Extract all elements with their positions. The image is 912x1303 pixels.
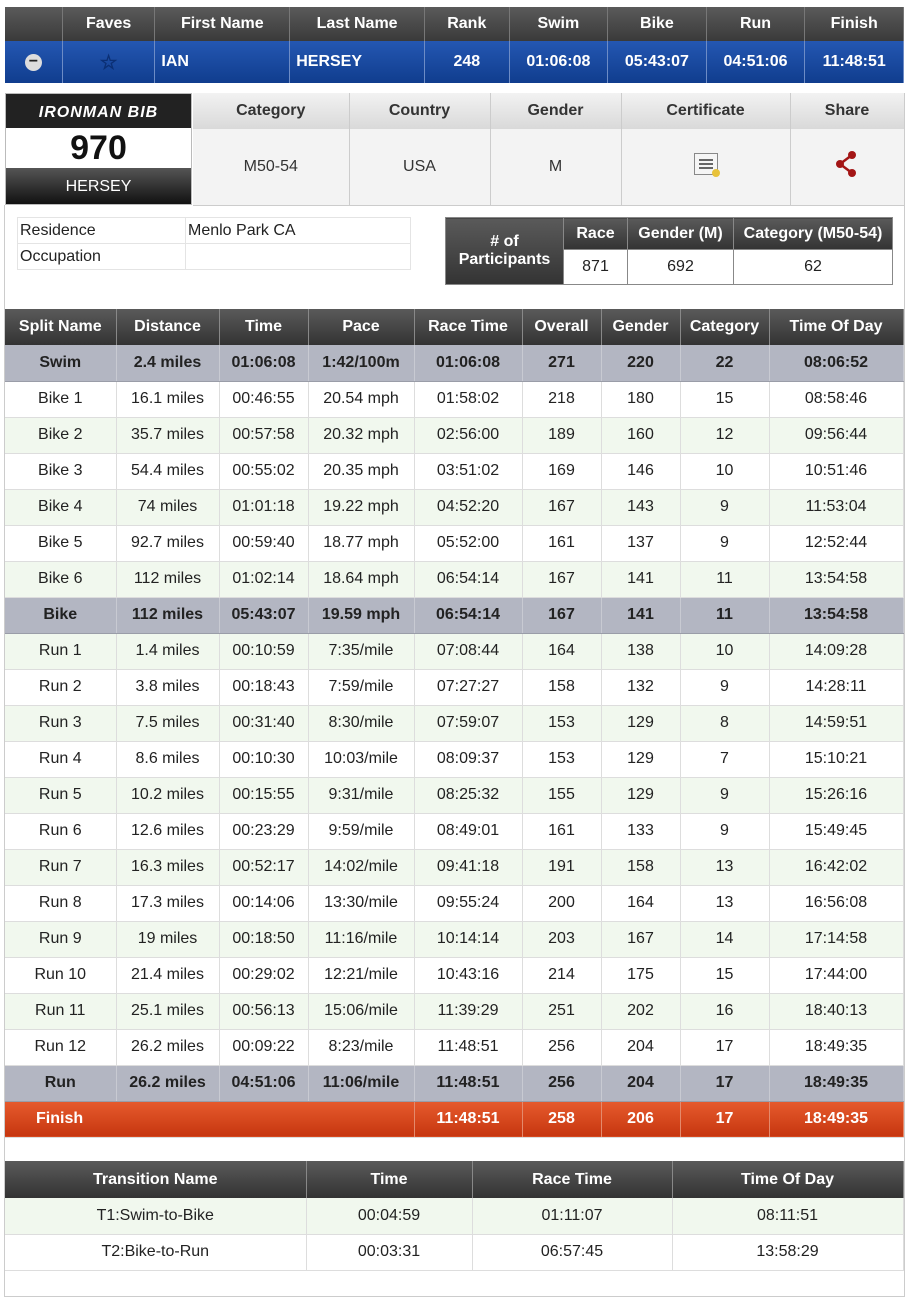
- split-cell: 8.6 miles: [116, 741, 219, 777]
- finish-cell: 11:48:51: [414, 1101, 522, 1137]
- col-header: Rank: [425, 7, 510, 41]
- split-cell: 9:31/mile: [308, 777, 414, 813]
- split-cell: Run 3: [5, 705, 116, 741]
- split-row: [5, 705, 903, 741]
- split-cell: 143: [601, 489, 680, 525]
- certificate-icon[interactable]: [694, 153, 718, 175]
- split-cell: 200: [522, 885, 601, 921]
- gender-participants: 692: [628, 250, 734, 285]
- split-cell: 16.1 miles: [116, 381, 219, 417]
- finish-label: Finish: [5, 1101, 414, 1137]
- split-cell: 08:09:37: [414, 741, 522, 777]
- split-cell: 133: [601, 813, 680, 849]
- col-header: Faves: [62, 7, 155, 41]
- split-cell: 00:10:59: [219, 633, 308, 669]
- split-cell: 167: [522, 561, 601, 597]
- split-cell: 11:16/mile: [308, 921, 414, 957]
- split-cell: 18:49:35: [769, 1029, 903, 1065]
- split-cell: 05:52:00: [414, 525, 522, 561]
- category-value: M50-54: [193, 129, 349, 205]
- split-cell: 17.3 miles: [116, 885, 219, 921]
- split-cell: 10: [680, 633, 769, 669]
- split-cell: 2.4 miles: [116, 345, 219, 381]
- transitions-table: [5, 1161, 904, 1271]
- transition-row: [5, 1234, 903, 1270]
- split-cell: Bike: [5, 597, 116, 633]
- split-cell: 54.4 miles: [116, 453, 219, 489]
- split-cell: 15:10:21: [769, 741, 903, 777]
- split-cell: 21.4 miles: [116, 957, 219, 993]
- split-cell: 11:39:29: [414, 993, 522, 1029]
- split-cell: 01:06:08: [414, 345, 522, 381]
- split-cell: 12:21/mile: [308, 957, 414, 993]
- col-header: Category: [680, 309, 769, 345]
- split-cell: 11:06/mile: [308, 1065, 414, 1101]
- col-header: Category (M50-54): [734, 218, 893, 250]
- split-cell: 15: [680, 381, 769, 417]
- split-cell: 20.54 mph: [308, 381, 414, 417]
- split-cell: 15: [680, 957, 769, 993]
- split-row: [5, 381, 903, 417]
- split-row: [5, 849, 903, 885]
- bib-number: 970: [6, 128, 191, 168]
- split-cell: 20.35 mph: [308, 453, 414, 489]
- finish-time: 11:48:51: [805, 41, 904, 83]
- split-cell: 02:56:00: [414, 417, 522, 453]
- col-header: Finish: [805, 7, 904, 41]
- transitions-header-row: [5, 1161, 903, 1198]
- split-cell: 3.8 miles: [116, 669, 219, 705]
- split-cell: 09:55:24: [414, 885, 522, 921]
- split-cell: Run 8: [5, 885, 116, 921]
- split-cell: 00:52:17: [219, 849, 308, 885]
- split-cell: 11:48:51: [414, 1065, 522, 1101]
- split-cell: 11: [680, 561, 769, 597]
- split-cell: 1:42/100m: [308, 345, 414, 381]
- col-header: Gender: [601, 309, 680, 345]
- split-row: [5, 957, 903, 993]
- split-summary-row: [5, 345, 903, 381]
- split-cell: 06:54:14: [414, 597, 522, 633]
- split-cell: 08:49:01: [414, 813, 522, 849]
- col-header: Time: [219, 309, 308, 345]
- split-cell: 158: [601, 849, 680, 885]
- split-row: [5, 525, 903, 561]
- split-row: [5, 561, 903, 597]
- split-cell: 167: [522, 489, 601, 525]
- split-cell: 7: [680, 741, 769, 777]
- col-header: Overall: [522, 309, 601, 345]
- split-cell: 07:08:44: [414, 633, 522, 669]
- transition-cell: 13:58:29: [672, 1234, 903, 1270]
- transition-cell: 00:03:31: [306, 1234, 472, 1270]
- rank: 248: [425, 41, 510, 83]
- share-icon[interactable]: [832, 149, 862, 179]
- split-cell: 7.5 miles: [116, 705, 219, 741]
- split-cell: 10:51:46: [769, 453, 903, 489]
- athlete-header-columns: [5, 7, 904, 41]
- col-header: Gender (M): [628, 218, 734, 250]
- split-cell: 191: [522, 849, 601, 885]
- split-cell: 19.22 mph: [308, 489, 414, 525]
- col-header: Share: [790, 93, 904, 129]
- split-cell: 9: [680, 777, 769, 813]
- split-cell: 167: [522, 597, 601, 633]
- bib-card: [5, 93, 192, 205]
- split-cell: 153: [522, 741, 601, 777]
- split-cell: 161: [522, 813, 601, 849]
- split-cell: 04:51:06: [219, 1065, 308, 1101]
- finish-cell: 206: [601, 1101, 680, 1137]
- athlete-header-table: [5, 7, 904, 83]
- split-cell: 26.2 miles: [116, 1029, 219, 1065]
- swim-time: 01:06:08: [509, 41, 608, 83]
- transition-cell: 08:11:51: [672, 1198, 903, 1234]
- split-cell: 13:54:58: [769, 561, 903, 597]
- split-cell: 01:02:14: [219, 561, 308, 597]
- minus-circle-icon[interactable]: −: [25, 54, 42, 71]
- split-cell: Bike 5: [5, 525, 116, 561]
- split-cell: 17:44:00: [769, 957, 903, 993]
- split-cell: 7:35/mile: [308, 633, 414, 669]
- split-summary-row: [5, 597, 903, 633]
- split-cell: 00:59:40: [219, 525, 308, 561]
- split-cell: 256: [522, 1065, 601, 1101]
- split-cell: 18:40:13: [769, 993, 903, 1029]
- split-cell: 12:52:44: [769, 525, 903, 561]
- col-header: Pace: [308, 309, 414, 345]
- split-cell: 7:59/mile: [308, 669, 414, 705]
- col-header: First Name: [155, 7, 290, 41]
- split-cell: 00:56:13: [219, 993, 308, 1029]
- split-cell: Run 9: [5, 921, 116, 957]
- split-cell: 204: [601, 1029, 680, 1065]
- split-cell: 16: [680, 993, 769, 1029]
- residence-table: [17, 217, 411, 270]
- split-cell: 08:06:52: [769, 345, 903, 381]
- split-cell: 271: [522, 345, 601, 381]
- split-cell: 8:30/mile: [308, 705, 414, 741]
- col-header: Country: [349, 93, 490, 129]
- split-cell: 17: [680, 1029, 769, 1065]
- split-cell: 10.2 miles: [116, 777, 219, 813]
- split-row: [5, 885, 903, 921]
- split-row: [5, 813, 903, 849]
- splits-table: [5, 309, 904, 1138]
- col-header: Time Of Day: [769, 309, 903, 345]
- country-value: USA: [349, 129, 490, 205]
- col-header: Category: [193, 93, 349, 129]
- col-header: Bike: [608, 7, 707, 41]
- split-cell: 22: [680, 345, 769, 381]
- split-cell: 155: [522, 777, 601, 813]
- split-cell: 00:57:58: [219, 417, 308, 453]
- split-row: [5, 741, 903, 777]
- split-cell: 11:48:51: [414, 1029, 522, 1065]
- split-cell: 00:55:02: [219, 453, 308, 489]
- split-cell: 00:15:55: [219, 777, 308, 813]
- header-spacer: [5, 7, 62, 41]
- split-cell: 08:58:46: [769, 381, 903, 417]
- split-cell: 214: [522, 957, 601, 993]
- split-cell: 9: [680, 669, 769, 705]
- split-cell: 04:52:20: [414, 489, 522, 525]
- col-header: Swim: [509, 7, 608, 41]
- col-header: Transition Name: [5, 1161, 306, 1198]
- residence-label: Residence: [18, 218, 186, 244]
- col-header: Run: [706, 7, 805, 41]
- split-cell: Run 2: [5, 669, 116, 705]
- split-cell: 00:18:50: [219, 921, 308, 957]
- split-cell: 11:53:04: [769, 489, 903, 525]
- split-cell: 9: [680, 813, 769, 849]
- split-cell: 08:25:32: [414, 777, 522, 813]
- col-header: Time: [306, 1161, 472, 1198]
- split-cell: Bike 6: [5, 561, 116, 597]
- split-cell: 160: [601, 417, 680, 453]
- col-header: Certificate: [621, 93, 790, 129]
- split-cell: 00:18:43: [219, 669, 308, 705]
- split-row: [5, 453, 903, 489]
- split-cell: 129: [601, 741, 680, 777]
- split-cell: 8:23/mile: [308, 1029, 414, 1065]
- split-cell: 14:02/mile: [308, 849, 414, 885]
- split-cell: 13: [680, 885, 769, 921]
- split-cell: 07:59:07: [414, 705, 522, 741]
- split-cell: 132: [601, 669, 680, 705]
- split-cell: 00:29:02: [219, 957, 308, 993]
- transition-cell: T2:Bike-to-Run: [5, 1234, 306, 1270]
- split-cell: 00:31:40: [219, 705, 308, 741]
- split-cell: 92.7 miles: [116, 525, 219, 561]
- last-name: HERSEY: [290, 41, 425, 83]
- split-cell: 141: [601, 597, 680, 633]
- split-cell: 10: [680, 453, 769, 489]
- split-cell: 138: [601, 633, 680, 669]
- col-header: Race Time: [414, 309, 522, 345]
- split-row: [5, 669, 903, 705]
- transition-cell: 00:04:59: [306, 1198, 472, 1234]
- split-cell: 146: [601, 453, 680, 489]
- category-participants: 62: [734, 250, 893, 285]
- split-cell: 06:54:14: [414, 561, 522, 597]
- split-row: [5, 993, 903, 1029]
- split-cell: 1.4 miles: [116, 633, 219, 669]
- split-cell: 74 miles: [116, 489, 219, 525]
- split-cell: 189: [522, 417, 601, 453]
- col-header: Race: [564, 218, 628, 250]
- col-header: Last Name: [290, 7, 425, 41]
- split-cell: 00:46:55: [219, 381, 308, 417]
- split-cell: 07:27:27: [414, 669, 522, 705]
- occupation-label: Occupation: [18, 244, 186, 270]
- split-cell: 8: [680, 705, 769, 741]
- split-cell: 00:14:06: [219, 885, 308, 921]
- split-cell: Run 6: [5, 813, 116, 849]
- split-row: [5, 777, 903, 813]
- split-cell: Swim: [5, 345, 116, 381]
- split-summary-row: [5, 1065, 903, 1101]
- split-cell: 251: [522, 993, 601, 1029]
- split-cell: 164: [522, 633, 601, 669]
- col-header: Race Time: [472, 1161, 672, 1198]
- split-cell: 256: [522, 1029, 601, 1065]
- split-cell: Bike 1: [5, 381, 116, 417]
- split-cell: Run 11: [5, 993, 116, 1029]
- transition-row: [5, 1198, 903, 1234]
- split-cell: 204: [601, 1065, 680, 1101]
- split-cell: 202: [601, 993, 680, 1029]
- split-cell: 17: [680, 1065, 769, 1101]
- split-cell: Bike 3: [5, 453, 116, 489]
- split-cell: 18:49:35: [769, 1065, 903, 1101]
- split-cell: 01:06:08: [219, 345, 308, 381]
- split-cell: Run 5: [5, 777, 116, 813]
- split-cell: 18.64 mph: [308, 561, 414, 597]
- split-cell: 13:30/mile: [308, 885, 414, 921]
- split-cell: 158: [522, 669, 601, 705]
- split-row: [5, 1029, 903, 1065]
- first-name: IAN: [155, 41, 290, 83]
- run-time: 04:51:06: [706, 41, 805, 83]
- split-row: [5, 633, 903, 669]
- col-header: Gender: [490, 93, 621, 129]
- participants-table: [445, 217, 893, 285]
- split-cell: 112 miles: [116, 597, 219, 633]
- split-cell: 180: [601, 381, 680, 417]
- split-cell: 13:54:58: [769, 597, 903, 633]
- split-cell: 09:56:44: [769, 417, 903, 453]
- split-cell: 00:23:29: [219, 813, 308, 849]
- collapse-button[interactable]: [5, 41, 62, 83]
- split-row: [5, 921, 903, 957]
- split-cell: 175: [601, 957, 680, 993]
- transition-cell: 06:57:45: [472, 1234, 672, 1270]
- split-cell: Run 4: [5, 741, 116, 777]
- split-cell: 19 miles: [116, 921, 219, 957]
- residence-value: Menlo Park CA: [186, 218, 411, 244]
- split-cell: 09:41:18: [414, 849, 522, 885]
- split-cell: 14:09:28: [769, 633, 903, 669]
- split-cell: 16:42:02: [769, 849, 903, 885]
- split-cell: Bike 2: [5, 417, 116, 453]
- transition-cell: 01:11:07: [472, 1198, 672, 1234]
- col-header: Distance: [116, 309, 219, 345]
- split-cell: Run: [5, 1065, 116, 1101]
- col-header: Time Of Day: [672, 1161, 903, 1198]
- split-cell: 18.77 mph: [308, 525, 414, 561]
- gender-value: M: [490, 129, 621, 205]
- finish-cell: 17: [680, 1101, 769, 1137]
- fave-button[interactable]: [62, 41, 155, 83]
- split-cell: 15:06/mile: [308, 993, 414, 1029]
- split-cell: 137: [601, 525, 680, 561]
- split-cell: 169: [522, 453, 601, 489]
- split-cell: 14: [680, 921, 769, 957]
- split-cell: 218: [522, 381, 601, 417]
- split-cell: 10:43:16: [414, 957, 522, 993]
- split-cell: 13: [680, 849, 769, 885]
- split-cell: 167: [601, 921, 680, 957]
- split-cell: 17:14:58: [769, 921, 903, 957]
- finish-cell: 258: [522, 1101, 601, 1137]
- ironman-bib-logo: IRONMAN BIB: [6, 94, 191, 128]
- race-participants: 871: [564, 250, 628, 285]
- share-button[interactable]: [790, 129, 904, 205]
- split-cell: 220: [601, 345, 680, 381]
- split-cell: 16.3 miles: [116, 849, 219, 885]
- transition-cell: T1:Swim-to-Bike: [5, 1198, 306, 1234]
- split-cell: Run 7: [5, 849, 116, 885]
- split-cell: 12.6 miles: [116, 813, 219, 849]
- split-cell: 00:10:30: [219, 741, 308, 777]
- split-cell: Bike 4: [5, 489, 116, 525]
- splits-header-row: [5, 309, 903, 345]
- split-cell: 203: [522, 921, 601, 957]
- split-cell: 11: [680, 597, 769, 633]
- finish-cell: 18:49:35: [769, 1101, 903, 1137]
- split-cell: 00:09:22: [219, 1029, 308, 1065]
- bib-name: HERSEY: [6, 168, 191, 204]
- split-cell: Run 10: [5, 957, 116, 993]
- split-cell: 9: [680, 525, 769, 561]
- split-cell: 10:03/mile: [308, 741, 414, 777]
- participants-label: # of Participants: [446, 218, 564, 285]
- split-cell: 12: [680, 417, 769, 453]
- split-cell: 01:58:02: [414, 381, 522, 417]
- split-cell: 15:26:16: [769, 777, 903, 813]
- star-icon[interactable]: ☆: [99, 51, 118, 74]
- split-cell: 164: [601, 885, 680, 921]
- split-cell: 112 miles: [116, 561, 219, 597]
- split-row: [5, 417, 903, 453]
- split-cell: 16:56:08: [769, 885, 903, 921]
- split-cell: 141: [601, 561, 680, 597]
- split-cell: 01:01:18: [219, 489, 308, 525]
- split-cell: 19.59 mph: [308, 597, 414, 633]
- split-cell: 153: [522, 705, 601, 741]
- occupation-value: [186, 244, 411, 270]
- split-cell: Run 1: [5, 633, 116, 669]
- split-cell: 129: [601, 777, 680, 813]
- split-cell: 05:43:07: [219, 597, 308, 633]
- split-cell: 14:59:51: [769, 705, 903, 741]
- split-cell: 35.7 miles: [116, 417, 219, 453]
- split-cell: 129: [601, 705, 680, 741]
- split-cell: 14:28:11: [769, 669, 903, 705]
- split-row: [5, 489, 903, 525]
- athlete-row[interactable]: [5, 41, 904, 83]
- split-cell: 9:59/mile: [308, 813, 414, 849]
- split-cell: 10:14:14: [414, 921, 522, 957]
- split-cell: 15:49:45: [769, 813, 903, 849]
- split-cell: Run 12: [5, 1029, 116, 1065]
- split-cell: 25.1 miles: [116, 993, 219, 1029]
- split-cell: 20.32 mph: [308, 417, 414, 453]
- split-cell: 161: [522, 525, 601, 561]
- col-header: Split Name: [5, 309, 116, 345]
- split-cell: 9: [680, 489, 769, 525]
- certificate-button[interactable]: [621, 129, 790, 205]
- bike-time: 05:43:07: [608, 41, 707, 83]
- split-cell: 03:51:02: [414, 453, 522, 489]
- split-cell: 26.2 miles: [116, 1065, 219, 1101]
- athlete-info-table: [193, 93, 905, 206]
- finish-row: [5, 1101, 903, 1137]
